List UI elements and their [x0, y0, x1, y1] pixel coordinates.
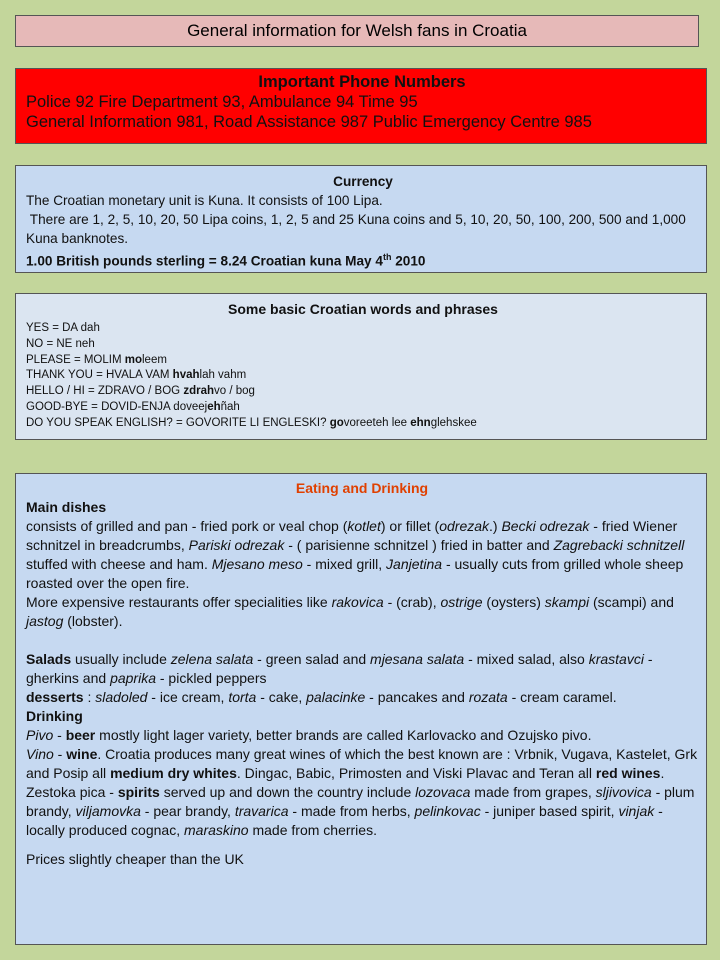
eating-heading: Eating and Drinking [295, 480, 429, 496]
currency-panel [15, 165, 707, 273]
phrase-item: GOOD-BYE = DOVID-ENJA doveejehñah [26, 400, 240, 413]
phrases-panel [15, 293, 707, 440]
phrase-item: PLEASE = MOLIM moleem [26, 353, 167, 366]
prices-note: Prices slightly cheaper than the UK [26, 851, 244, 867]
spirits-text: Zestoka pica - spirits served up and down the country include lozovaca made from grapes, sljivovica - plum brandy, viljamovka - pear brandy, travarica - made from herbs, pelinkovac - juniper based spirit, vinjak - locally produced cognac, maraskino made from cherries. [26, 784, 695, 838]
phones-line-2: General Information 981, Road Assistance 987 Public Emergency Centre 985 [26, 113, 592, 131]
drinking-label: Drinking [26, 708, 83, 724]
title-banner [15, 15, 699, 47]
eating-drinking-panel [15, 473, 707, 945]
beer-text: Pivo - beer mostly light lager variety, better brands are called Karlovacko and Ozujsko pivo. [26, 727, 592, 743]
phones-heading: Important Phone Numbers [258, 73, 466, 91]
exchange-rate: 1.00 British pounds sterling = 8.24 Croatian kuna May 4th 2010 [26, 252, 426, 269]
phone-numbers-panel [15, 68, 707, 144]
page-title: General information for Welsh fans in Croatia [187, 21, 527, 40]
phrase-item: YES = DA dah [26, 322, 100, 334]
wine-text: Vino - wine. Croatia produces many great wines of which the best known are : Vrbnik, Vugava, Kastelet, Grk and Posip all medium dry whites. Dingac, Babic, Primosten and Viski Plavac and Teran all red wines. [26, 746, 698, 781]
currency-line-2: There are 1, 2, 5, 10, 20, 50 Lipa coins, 1, 2, 5 and 25 Kuna coins and 5, 10, 20, 50, 100, 200, 500 and 1,000 Kuna banknotes. [26, 212, 686, 246]
phrases-heading: Some basic Croatian words and phrases [228, 301, 498, 317]
phrase-item: NO = NE neh [26, 337, 95, 350]
expensive-restaurants-text: More expensive restaurants offer specialities like rakovica - (crab), ostrige (oysters) skampi (scampi) and jastog (lobster). [26, 594, 674, 629]
desserts-text: desserts : sladoled - ice cream, torta - cake, palacinke - pancakes and rozata - cream caramel. [26, 689, 617, 705]
phrase-item: THANK YOU = HVALA VAM hvahlah vahm [26, 369, 247, 382]
currency-line-1: The Croatian monetary unit is Kuna. It consists of 100 Lipa. [26, 193, 383, 208]
salads-text: Salads usually include zelena salata - green salad and mjesana salata - mixed salad, also krastavci - gherkins and paprika - pickled peppers [26, 651, 653, 686]
main-dishes-label: Main dishes [26, 499, 107, 515]
phrase-item: DO YOU SPEAK ENGLISH? = GOVORITE LI ENGLESKI? govoreeteh lee ehnglehskee [26, 416, 477, 429]
currency-heading: Currency [333, 174, 393, 189]
phones-line-1: Police 92 Fire Department 93, Ambulance 94 Time 95 [26, 93, 418, 111]
main-dishes-text: consists of grilled and pan - fried pork or veal chop (kotlet) or fillet (odrezak.) Becki odrezak - fried Wiener schnitzel in breadcrumbs, Pariski odrezak - ( parisienne schnitzel ) fried in batter and Zagrebacki schnitzell stuffed with cheese and ham. Mjesano meso - mixed grill, Janjetina - usually cuts from grilled whole sheep roasted over the open fire. [26, 518, 685, 591]
phrase-item: HELLO / HI = ZDRAVO / BOG zdrahvo / bog [26, 385, 255, 398]
